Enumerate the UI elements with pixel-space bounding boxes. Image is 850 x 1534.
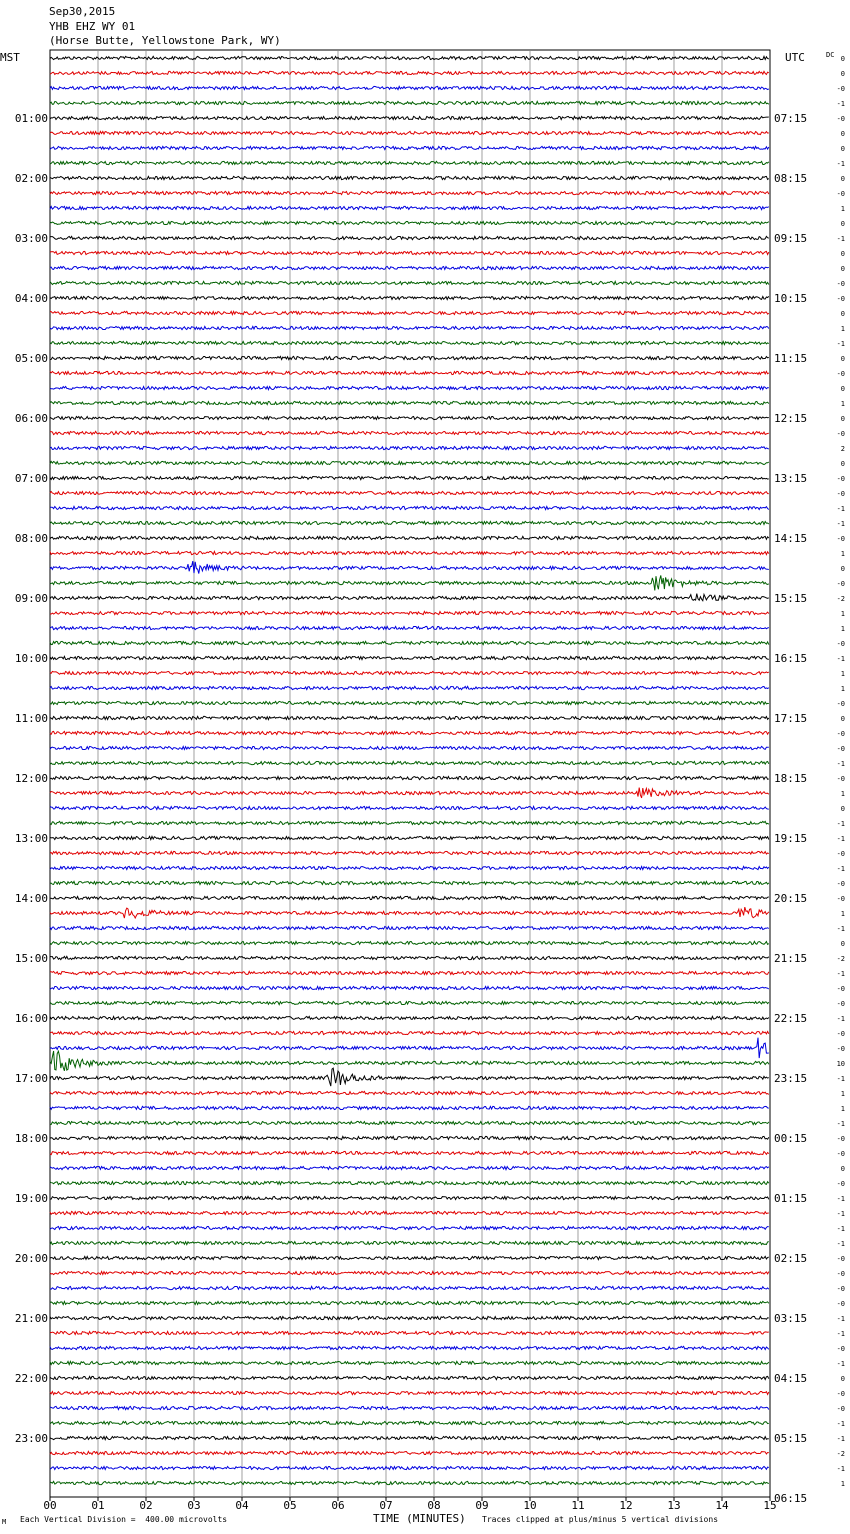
dc-offset-value: -0 (836, 1300, 845, 1308)
x-tick-label: 07 (379, 1499, 393, 1510)
dc-offset-value: 0 (840, 385, 845, 393)
dc-offset-value: -1 (836, 1330, 845, 1338)
mst-hour-label: 08:00 (14, 532, 48, 545)
dc-offset-value: -0 (836, 895, 845, 903)
station-label: YHB EHZ WY 01 (49, 19, 136, 33)
trace-row-53 (50, 851, 769, 854)
dc-offset-value: -0 (836, 1030, 845, 1038)
trace-row-64 (50, 1016, 769, 1019)
utc-hour-label: 23:15 (774, 1072, 808, 1085)
trace-row-78 (50, 1226, 769, 1229)
trace-row-86 (50, 1346, 769, 1349)
trace-row-25 (50, 431, 769, 434)
trace-row-65 (50, 1031, 769, 1034)
trace-row-10 (50, 206, 769, 209)
trace-row-56 (50, 896, 769, 899)
utc-hour-label: 19:15 (774, 832, 808, 845)
utc-hour-label: 22:15 (774, 1012, 808, 1025)
dc-offset-value: 0 (840, 70, 845, 78)
x-tick-label: 06 (331, 1499, 345, 1510)
trace-row-38 (50, 626, 769, 629)
utc-hour-label: 15:15 (774, 592, 808, 605)
trace-row-29 (50, 491, 769, 494)
trace-row-80 (50, 1256, 769, 1259)
x-tick-label: 05 (283, 1499, 297, 1510)
trace-row-60 (50, 956, 769, 959)
dc-offset-value: 0 (840, 805, 845, 813)
mst-hour-label: 05:00 (14, 352, 48, 365)
trace-row-68 (50, 1068, 769, 1086)
trace-row-2 (50, 86, 769, 89)
dc-offset-value: 0 (840, 55, 845, 63)
mst-hour-label: 01:00 (14, 112, 48, 125)
dc-offset-value: -1 (836, 100, 845, 108)
dc-offset-value: -1 (836, 520, 845, 528)
trace-row-73 (50, 1151, 769, 1154)
trace-row-5 (50, 131, 769, 134)
dc-offset-value: -0 (836, 1255, 845, 1263)
dc-offset-value: 1 (840, 685, 845, 693)
dc-offset-value: -0 (836, 1390, 845, 1398)
x-tick-label: 08 (427, 1499, 441, 1510)
trace-row-32 (50, 536, 769, 539)
trace-row-6 (50, 146, 769, 149)
trace-row-84 (50, 1316, 769, 1319)
trace-row-3 (50, 101, 769, 104)
dc-offset-value: -1 (836, 235, 845, 243)
dc-offset-value: -0 (836, 1135, 845, 1143)
dc-offset-value: -2 (836, 955, 845, 963)
trace-row-66 (50, 1038, 769, 1058)
trace-row-79 (50, 1241, 769, 1244)
trace-row-45 (50, 731, 769, 734)
dc-offset-value: -1 (836, 865, 845, 873)
scale-note: Each Vertical Division = 400.00 microvolts (20, 1515, 228, 1524)
trace-row-52 (50, 836, 769, 839)
x-tick-label: 11 (571, 1499, 585, 1510)
mst-hour-label: 21:00 (14, 1312, 48, 1325)
trace-row-90 (50, 1406, 769, 1409)
mst-hour-label: 20:00 (14, 1252, 48, 1265)
dc-offset-value: -0 (836, 190, 845, 198)
utc-hour-label: 09:15 (774, 232, 808, 245)
dc-offset-value: 1 (840, 205, 845, 213)
dc-offset-value: -0 (836, 730, 845, 738)
dc-offset-value: -0 (836, 1045, 845, 1053)
mst-hour-label: 12:00 (14, 772, 48, 785)
mst-hour-label: 04:00 (14, 292, 48, 305)
dc-offset-value: -1 (836, 1465, 845, 1473)
trace-row-55 (50, 881, 769, 884)
dc-offset-value: 0 (840, 265, 845, 273)
trace-row-0 (50, 56, 769, 59)
mst-hour-label: 03:00 (14, 232, 48, 245)
trace-row-22 (50, 386, 769, 389)
dc-offset-value: -0 (836, 640, 845, 648)
trace-row-17 (50, 311, 769, 314)
utc-hour-label: 08:15 (774, 172, 808, 185)
dc-offset-value: -0 (836, 430, 845, 438)
dc-offset-value: -0 (836, 880, 845, 888)
x-tick-label: 01 (91, 1499, 105, 1510)
dc-offset-value: -0 (836, 85, 845, 93)
dc-offset-value: 0 (840, 145, 845, 153)
dc-offset-value: -0 (836, 280, 845, 288)
utc-hour-label: 07:15 (774, 112, 808, 125)
dc-offset-value: 2 (840, 445, 845, 453)
trace-row-67 (50, 1051, 769, 1071)
trace-row-46 (50, 746, 769, 749)
utc-hour-label: 00:15 (774, 1132, 808, 1145)
clip-note: Traces clipped at plus/minus 5 vertical divisions (482, 1515, 719, 1524)
dc-offset-value: -0 (836, 475, 845, 483)
trace-row-51 (50, 821, 769, 824)
dc-offset-value: 1 (840, 1480, 845, 1488)
utc-axis-label: UTC (785, 51, 805, 64)
dc-offset-value: -1 (836, 160, 845, 168)
dc-offset-value: 1 (840, 670, 845, 678)
dc-offset-value: 1 (840, 325, 845, 333)
dc-offset-value: -1 (836, 1225, 845, 1233)
dc-offset-value: 0 (840, 940, 845, 948)
trace-row-11 (50, 221, 769, 224)
trace-row-75 (50, 1181, 769, 1184)
mst-hour-label: 23:00 (14, 1432, 48, 1445)
dc-offset-value: -0 (836, 1405, 845, 1413)
utc-hour-label: 17:15 (774, 712, 808, 725)
dc-offset-value: 0 (840, 460, 845, 468)
utc-hour-label: 10:15 (774, 292, 808, 305)
dc-offset-value: -1 (836, 970, 845, 978)
trace-row-92 (50, 1436, 769, 1439)
dc-offset-value: -1 (836, 1120, 845, 1128)
dc-offset-value: 1 (840, 910, 845, 918)
dc-offset-value: 1 (840, 400, 845, 408)
x-tick-label: 02 (139, 1499, 153, 1510)
trace-row-74 (50, 1166, 769, 1169)
mst-hour-label: 02:00 (14, 172, 48, 185)
utc-hour-label: 01:15 (774, 1192, 808, 1205)
utc-hour-label: 14:15 (774, 532, 808, 545)
trace-row-28 (50, 476, 769, 479)
dc-offset-value: 0 (840, 130, 845, 138)
dc-offset-value: -1 (836, 1360, 845, 1368)
x-tick-label: 09 (475, 1499, 489, 1510)
dc-offset-value: 0 (840, 250, 845, 258)
dc-offset-value: -0 (836, 745, 845, 753)
trace-row-39 (50, 641, 769, 644)
dc-offset-value: -2 (836, 595, 845, 603)
dc-offset-value: -0 (836, 1180, 845, 1188)
mst-hour-label: 06:00 (14, 412, 48, 425)
trace-row-82 (50, 1286, 769, 1289)
utc-hour-label: 04:15 (774, 1372, 808, 1385)
dc-offset-value: -1 (836, 1420, 845, 1428)
dc-offset-value: -1 (836, 1240, 845, 1248)
trace-row-63 (50, 1001, 769, 1004)
x-tick-label: 00 (43, 1499, 57, 1510)
trace-row-44 (50, 716, 769, 719)
dc-offset-value: -0 (836, 580, 845, 588)
dc-offset-value: -1 (836, 760, 845, 768)
utc-hour-label: 06:15 (774, 1492, 808, 1505)
dc-offset-value: -0 (836, 1150, 845, 1158)
trace-row-58 (50, 926, 769, 929)
dc-offset-value: -1 (836, 655, 845, 663)
trace-row-20 (50, 356, 769, 359)
dc-offset-value: 0 (840, 355, 845, 363)
trace-row-19 (50, 341, 769, 344)
trace-row-50 (50, 806, 769, 809)
trace-row-87 (50, 1361, 769, 1364)
dc-offset-value: 1 (840, 1090, 845, 1098)
trace-row-89 (50, 1391, 769, 1394)
utc-hour-label: 21:15 (774, 952, 808, 965)
dc-label: DC (826, 51, 835, 59)
mst-hour-label: 18:00 (14, 1132, 48, 1145)
mst-hour-label: 22:00 (14, 1372, 48, 1385)
trace-row-27 (50, 461, 769, 464)
trace-row-88 (50, 1376, 769, 1379)
trace-row-85 (50, 1331, 769, 1334)
trace-row-91 (50, 1421, 769, 1424)
dc-offset-value: -0 (836, 535, 845, 543)
dc-offset-value: -0 (836, 985, 845, 993)
dc-offset-value: -1 (836, 1210, 845, 1218)
trace-row-49 (50, 788, 769, 798)
utc-hour-label: 05:15 (774, 1432, 808, 1445)
trace-row-1 (50, 71, 769, 74)
dc-offset-value: -1 (836, 1195, 845, 1203)
trace-row-57 (50, 907, 769, 918)
trace-row-54 (50, 866, 769, 869)
utc-hour-label: 20:15 (774, 892, 808, 905)
location-label: (Horse Butte, Yellowstone Park, WY) (49, 34, 281, 47)
dc-offset-value: -1 (836, 835, 845, 843)
mst-axis-label: MST (0, 51, 20, 64)
x-tick-label: 12 (619, 1499, 633, 1510)
trace-row-94 (50, 1466, 769, 1469)
dc-offset-value: -1 (836, 505, 845, 513)
trace-row-23 (50, 401, 769, 404)
trace-row-93 (50, 1451, 769, 1454)
trace-row-61 (50, 971, 769, 974)
trace-row-48 (50, 776, 769, 779)
trace-row-40 (50, 656, 769, 659)
trace-row-35 (50, 575, 769, 590)
trace-row-62 (50, 986, 769, 989)
utc-hour-label: 16:15 (774, 652, 808, 665)
mst-hour-label: 16:00 (14, 1012, 48, 1025)
dc-offset-value: -2 (836, 1450, 845, 1458)
dc-offset-value: -0 (836, 1270, 845, 1278)
dc-offset-value: 0 (840, 1375, 845, 1383)
trace-row-36 (50, 594, 769, 601)
trace-row-15 (50, 281, 769, 284)
trace-row-9 (50, 191, 769, 194)
utc-hour-label: 02:15 (774, 1252, 808, 1265)
utc-hour-label: 18:15 (774, 772, 808, 785)
dc-offset-value: 0 (840, 310, 845, 318)
mst-hour-label: 11:00 (14, 712, 48, 725)
dc-offset-value: 0 (840, 415, 845, 423)
trace-row-81 (50, 1271, 769, 1274)
dc-offset-value: -0 (836, 700, 845, 708)
x-tick-label: 13 (667, 1499, 681, 1510)
dc-offset-value: -0 (836, 370, 845, 378)
trace-row-30 (50, 506, 769, 509)
trace-row-16 (50, 296, 769, 299)
trace-row-42 (50, 686, 769, 689)
trace-row-34 (50, 561, 769, 574)
trace-row-76 (50, 1196, 769, 1199)
dc-offset-value: -0 (836, 1000, 845, 1008)
mst-hour-label: 07:00 (14, 472, 48, 485)
dc-offset-value: -1 (836, 340, 845, 348)
dc-offset-value: 0 (840, 1165, 845, 1173)
mst-hour-label: 17:00 (14, 1072, 48, 1085)
trace-row-69 (50, 1091, 769, 1094)
dc-offset-value: 1 (840, 550, 845, 558)
mst-hour-label: 19:00 (14, 1192, 48, 1205)
x-tick-label: 03 (187, 1499, 201, 1510)
dc-offset-value: -1 (836, 1435, 845, 1443)
trace-row-41 (50, 671, 769, 674)
x-axis-label: TIME (MINUTES) (373, 1512, 466, 1525)
dc-offset-value: 0 (840, 220, 845, 228)
trace-row-12 (50, 236, 769, 239)
dc-offset-value: 0 (840, 715, 845, 723)
dc-offset-value: -1 (836, 1315, 845, 1323)
trace-row-13 (50, 251, 769, 254)
dc-offset-value: -1 (836, 1075, 845, 1083)
trace-row-47 (50, 761, 769, 764)
dc-offset-value: -0 (836, 490, 845, 498)
dc-offset-value: 1 (840, 790, 845, 798)
x-tick-label: 14 (715, 1499, 729, 1510)
dc-offset-value: -0 (836, 1345, 845, 1353)
dc-offset-value: 10 (836, 1060, 845, 1068)
x-tick-label: 15 (763, 1499, 777, 1510)
trace-row-43 (50, 701, 769, 704)
trace-row-7 (50, 161, 769, 164)
dc-offset-value: 0 (840, 175, 845, 183)
trace-row-33 (50, 551, 769, 554)
mst-hour-label: 13:00 (14, 832, 48, 845)
footer-mark: M (2, 1518, 7, 1526)
mst-hour-label: 10:00 (14, 652, 48, 665)
x-tick-label: 10 (523, 1499, 537, 1510)
dc-offset-value: -0 (836, 775, 845, 783)
trace-row-70 (50, 1106, 769, 1109)
trace-row-95 (50, 1481, 769, 1484)
trace-row-21 (50, 371, 769, 374)
trace-row-37 (50, 611, 769, 614)
trace-row-31 (50, 521, 769, 524)
trace-row-24 (50, 416, 769, 419)
dc-offset-value: 1 (840, 610, 845, 618)
dc-offset-value: -1 (836, 1015, 845, 1023)
date-label: Sep30,2015 (49, 5, 116, 18)
utc-hour-label: 11:15 (774, 352, 808, 365)
mst-hour-label: 09:00 (14, 592, 48, 605)
utc-hour-label: 13:15 (774, 472, 808, 485)
trace-row-4 (50, 116, 769, 119)
trace-row-72 (50, 1136, 769, 1139)
trace-row-77 (50, 1211, 769, 1214)
trace-row-8 (50, 176, 769, 179)
utc-hour-label: 12:15 (774, 412, 808, 425)
utc-hour-label: 03:15 (774, 1312, 808, 1325)
mst-hour-label: 14:00 (14, 892, 48, 905)
mst-hour-label: 15:00 (14, 952, 48, 965)
x-tick-label: 04 (235, 1499, 249, 1510)
trace-row-83 (50, 1301, 769, 1304)
trace-row-26 (50, 446, 769, 449)
dc-offset-value: -0 (836, 295, 845, 303)
dc-offset-value: 1 (840, 1105, 845, 1113)
dc-offset-value: -0 (836, 850, 845, 858)
trace-row-71 (50, 1121, 769, 1124)
dc-offset-value: -0 (836, 115, 845, 123)
dc-offset-value: -1 (836, 925, 845, 933)
trace-row-14 (50, 266, 769, 269)
dc-offset-value: -1 (836, 820, 845, 828)
trace-row-59 (50, 941, 769, 944)
trace-row-18 (50, 326, 769, 329)
dc-offset-value: 1 (840, 625, 845, 633)
dc-offset-value: 0 (840, 565, 845, 573)
dc-offset-value: -0 (836, 1285, 845, 1293)
